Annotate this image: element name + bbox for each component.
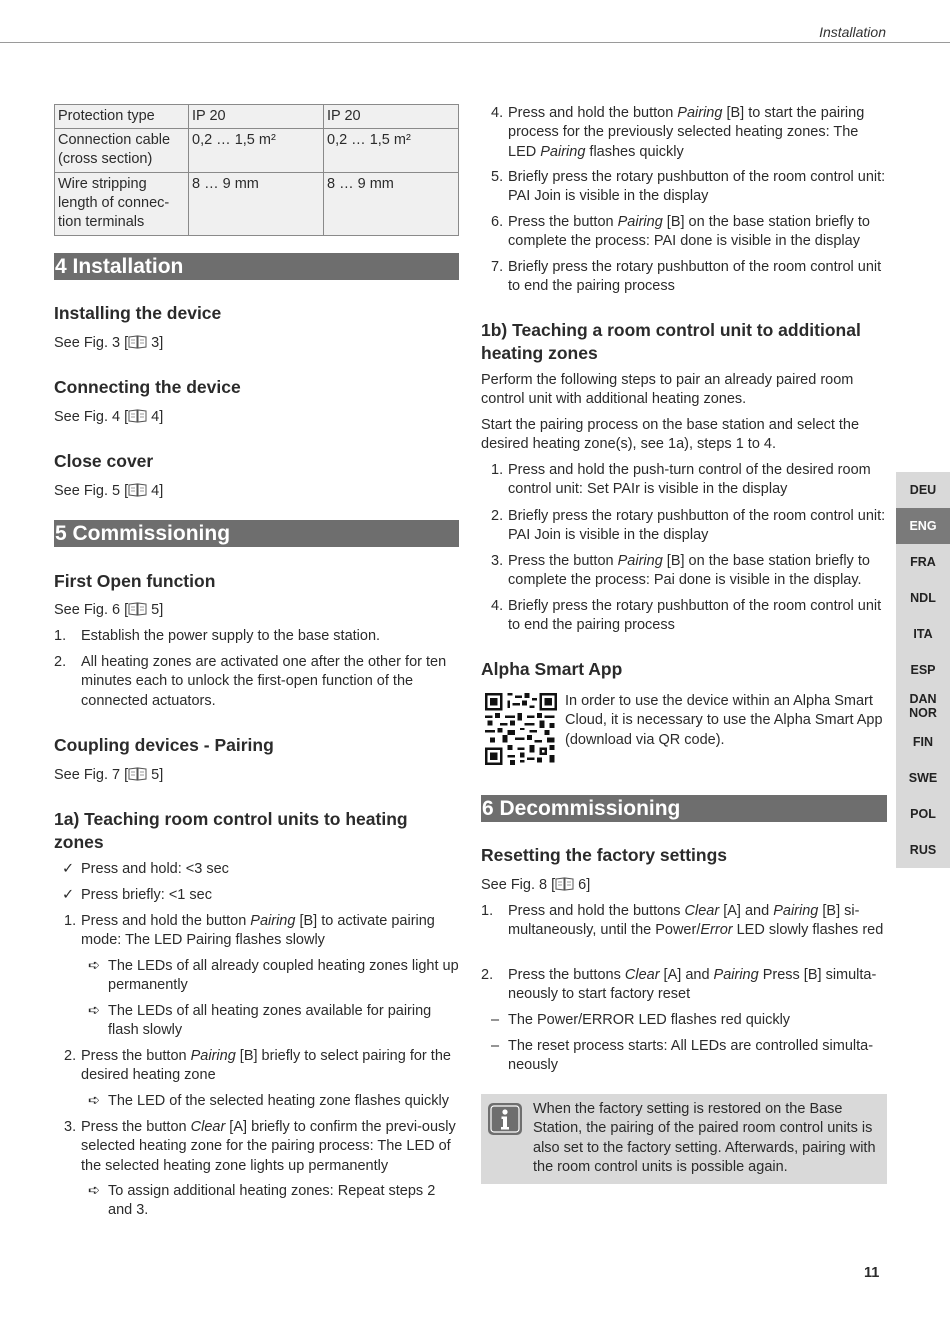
book-icon bbox=[128, 602, 147, 616]
reset-factory-title: Resetting the factory settings bbox=[481, 845, 728, 865]
list-number: 1. bbox=[54, 628, 67, 644]
table-row bbox=[55, 173, 459, 236]
list-number: 1. bbox=[64, 913, 77, 929]
text-run: [B] on the base station briefly to complete the process: PAI done is visible in the display bbox=[508, 214, 870, 250]
language-tab-swe[interactable]: SWE bbox=[896, 760, 950, 796]
teaching-1b-title: 1b) Teaching a room control unit to additional heating zones bbox=[481, 320, 861, 363]
figure-ref-text: See Fig. 4 [ bbox=[54, 409, 129, 425]
section-heading-installation: 4 Installation bbox=[54, 253, 459, 280]
page-number: 11 bbox=[864, 1265, 880, 1281]
list-text: The LED of the selected heating zone flashes quickly bbox=[108, 1093, 449, 1109]
coupling-title: Coupling devices - Pairing bbox=[54, 735, 274, 755]
language-tab-rus[interactable]: RUS bbox=[896, 832, 950, 868]
list-item bbox=[481, 1011, 887, 1030]
list-item bbox=[54, 1002, 459, 1041]
language-tab-fin[interactable]: FIN bbox=[896, 724, 950, 760]
book-icon bbox=[128, 409, 147, 423]
text-run-emphasis: Pairing bbox=[250, 913, 296, 929]
list-item bbox=[54, 1047, 459, 1086]
language-tab-esp[interactable]: ESP bbox=[896, 652, 950, 688]
list-text: The Power/ERROR LED flashes red quickly bbox=[508, 1012, 791, 1028]
list-item bbox=[54, 957, 459, 996]
list-item bbox=[54, 653, 459, 711]
list-item bbox=[481, 258, 887, 297]
list-item bbox=[481, 507, 887, 546]
list-number: 2. bbox=[64, 1048, 77, 1064]
list-item bbox=[54, 912, 459, 951]
checkmark-icon: ✓ bbox=[62, 861, 75, 877]
close-cover-title: Close cover bbox=[54, 451, 154, 471]
first-open-title: First Open function bbox=[54, 571, 216, 591]
book-icon bbox=[128, 483, 147, 497]
figure-ref-text: See Fig. 3 [ bbox=[54, 335, 129, 351]
running-title: Installation bbox=[819, 24, 886, 40]
list-item bbox=[481, 213, 887, 252]
list-text bbox=[54, 1118, 459, 1176]
text-run-emphasis: Clear bbox=[190, 1119, 226, 1135]
list-item bbox=[481, 966, 887, 1005]
list-text: Establish the power supply to the base station. bbox=[81, 628, 381, 644]
result-arrow-icon: ➪ bbox=[88, 958, 101, 974]
qr-code-icon[interactable] bbox=[485, 693, 557, 765]
text-run-emphasis: Pairing bbox=[677, 105, 723, 121]
result-arrow-icon: ➪ bbox=[88, 1183, 101, 1199]
info-icon bbox=[487, 1102, 523, 1136]
table-cell: 8 … 9 mm bbox=[189, 173, 324, 236]
text-run: [A] and bbox=[719, 903, 774, 919]
list-number: 1. bbox=[491, 462, 504, 478]
list-item bbox=[54, 860, 459, 879]
text-run-emphasis: Pairing bbox=[773, 903, 819, 919]
checkmark-icon: ✓ bbox=[62, 887, 75, 903]
section-heading-decommissioning: 6 Decommissioning bbox=[481, 795, 887, 822]
language-tab-dan-nor[interactable]: DAN NOR bbox=[896, 688, 950, 724]
text-run-emphasis: Clear bbox=[684, 903, 720, 919]
table-row bbox=[55, 129, 459, 173]
figure-ref-page: 5] bbox=[147, 602, 164, 618]
list-number: 1. bbox=[481, 903, 494, 919]
alpha-smart-app-title: Alpha Smart App bbox=[481, 659, 623, 679]
figure-ref-text: See Fig. 7 [ bbox=[54, 767, 129, 783]
book-icon bbox=[128, 335, 147, 349]
specs-table bbox=[54, 104, 459, 236]
figure-ref-text: See Fig. 6 [ bbox=[54, 602, 129, 618]
text-run-emphasis: Pairing bbox=[617, 214, 663, 230]
list-text: Press briefly: <1 sec bbox=[81, 887, 212, 903]
list-text: Briefly press the rotary pushbutton of the room control unit: PAI Join is visible in the display bbox=[508, 169, 886, 205]
list-text: Press and hold: <3 sec bbox=[81, 861, 229, 877]
text-run: Press the buttons bbox=[508, 967, 625, 983]
text-run: [A] briefly to confirm the previ-ously selected heating zone for the pairing process: The LED of the selected heating zone lights up permanently bbox=[81, 1119, 456, 1174]
figure-ref-page: 4] bbox=[147, 409, 164, 425]
text-run: LED slowly flashes red bbox=[732, 922, 884, 939]
text-run: Press the button bbox=[81, 1048, 191, 1064]
list-item bbox=[54, 886, 459, 905]
result-arrow-icon: ➪ bbox=[88, 1093, 101, 1109]
result-arrow-icon: ➪ bbox=[88, 1003, 101, 1019]
text-run: Press [B] simulta-neously to start factory reset bbox=[508, 967, 877, 1003]
list-text bbox=[54, 1047, 459, 1086]
text-run: [A] and bbox=[659, 967, 714, 983]
list-number: 3. bbox=[64, 1119, 77, 1135]
text-run: Press the button bbox=[508, 553, 618, 569]
figure-ref-text: See Fig. 8 [ bbox=[481, 877, 556, 893]
section-heading-commissioning: 5 Commissioning bbox=[54, 520, 459, 547]
text-run: Press the button bbox=[508, 214, 618, 230]
list-item bbox=[481, 461, 887, 500]
list-number: 2. bbox=[481, 967, 494, 983]
text-run: [B] to start the pairing process for the previously selected heating zones: The LED bbox=[508, 105, 865, 160]
language-tabs bbox=[896, 472, 950, 868]
list-text: Briefly press the rotary pushbutton of the room control unit to end the pairing process bbox=[508, 259, 882, 295]
list-text: Briefly press the rotary pushbutton of the room control unit: PAI Join is visible in the display bbox=[508, 508, 886, 544]
list-item bbox=[481, 168, 887, 207]
figure-ref-page: 4] bbox=[147, 483, 164, 499]
dash-marker: – bbox=[491, 1012, 500, 1028]
list-text bbox=[54, 912, 459, 951]
list-number: 3. bbox=[491, 553, 504, 569]
list-number: 2. bbox=[54, 654, 67, 670]
figure-reference bbox=[54, 334, 459, 353]
dash-marker: – bbox=[491, 1038, 500, 1054]
list-number: 2. bbox=[491, 508, 504, 524]
list-text: Press and hold the push-turn control of the desired room control unit: Set PAIr is visible in the display bbox=[508, 462, 871, 498]
text-run: flashes quickly bbox=[585, 143, 684, 160]
teaching-1a-title: 1a) Teaching room control units to heating zones bbox=[54, 809, 408, 852]
figure-reference bbox=[481, 876, 887, 895]
text-run-emphasis: Clear bbox=[624, 967, 660, 983]
list-text bbox=[481, 552, 887, 591]
list-item bbox=[54, 627, 459, 646]
list-number: 5. bbox=[491, 169, 504, 185]
list-item bbox=[481, 597, 887, 636]
intro-paragraph: Start the pairing process on the base station and select the desired heating zone(s), see 1a), steps 1 to 4. bbox=[481, 417, 860, 453]
text-run: [B] to activate pairing mode: The LED Pairing flashes slowly bbox=[81, 913, 435, 949]
text-run-emphasis: Error bbox=[700, 922, 733, 939]
list-text bbox=[481, 213, 887, 252]
list-number: 7. bbox=[491, 259, 504, 275]
language-tab-deu[interactable]: DEU bbox=[896, 472, 950, 508]
intro-paragraph: Perform the following steps to pair an already paired room control unit with additional heating zones. bbox=[481, 372, 854, 408]
list-number: 4. bbox=[491, 598, 504, 614]
list-text bbox=[481, 104, 887, 162]
figure-reference bbox=[54, 408, 459, 427]
figure-reference bbox=[54, 482, 459, 501]
list-text: The LEDs of all already coupled heating zones light up permanently bbox=[108, 958, 459, 994]
list-text: The reset process starts: All LEDs are controlled simulta-neously bbox=[508, 1038, 874, 1074]
language-tab-ndl[interactable]: NDL bbox=[896, 580, 950, 616]
figure-reference bbox=[54, 601, 459, 620]
table-cell: 0,2 … 1,5 m² bbox=[189, 129, 324, 173]
table-cell: IP 20 bbox=[324, 105, 459, 129]
text-run: Press and hold the button bbox=[81, 913, 251, 929]
table-cell: Protection type bbox=[55, 105, 189, 129]
book-icon bbox=[128, 767, 147, 781]
figure-ref-text: See Fig. 5 [ bbox=[54, 483, 129, 499]
notice-text: When the factory setting is restored on the Base Station, the pairing of the paired room control units is also set to the factory setting. Afterwards, pairing with the room control units is possible again. bbox=[533, 1101, 876, 1175]
app-description: In order to use the device within an Alpha Smart Cloud, it is necessary to use the Alpha Smart App (download via QR code). bbox=[565, 693, 883, 748]
figure-reference bbox=[54, 766, 459, 785]
language-tab-fra[interactable]: FRA bbox=[896, 544, 950, 580]
list-text bbox=[481, 966, 887, 1005]
text-run: Press and hold the button bbox=[508, 105, 678, 121]
list-text: The LEDs of all heating zones available for pairing flash slowly bbox=[108, 1003, 432, 1039]
list-text: Briefly press the rotary pushbutton of the room control unit to end the pairing process bbox=[508, 598, 882, 634]
table-cell: 8 … 9 mm bbox=[324, 173, 459, 236]
list-item bbox=[54, 1118, 459, 1176]
text-run-emphasis: Pairing bbox=[540, 143, 586, 160]
text-run-emphasis: Pairing bbox=[713, 967, 759, 983]
info-notice bbox=[481, 1094, 887, 1184]
text-run: Press the button bbox=[81, 1119, 191, 1135]
installing-device-title: Installing the device bbox=[54, 303, 222, 323]
text-run: Press and hold the buttons bbox=[508, 903, 685, 919]
table-cell: IP 20 bbox=[189, 105, 324, 129]
list-item bbox=[481, 1037, 887, 1076]
text-run: [B] si-multaneously, until the Power/ bbox=[508, 903, 860, 939]
table-cell: Wire stripping length of connec- tion terminals bbox=[55, 173, 189, 236]
table-cell: 0,2 … 1,5 m² bbox=[324, 129, 459, 173]
list-item bbox=[54, 1182, 459, 1221]
figure-ref-page: 6] bbox=[574, 877, 591, 893]
language-tab-pol[interactable]: POL bbox=[896, 796, 950, 832]
list-item bbox=[481, 552, 887, 591]
figure-ref-page: 3] bbox=[147, 335, 164, 351]
figure-ref-page: 5] bbox=[147, 767, 164, 783]
language-tab-eng[interactable]: ENG bbox=[896, 508, 950, 544]
list-number: 4. bbox=[491, 105, 504, 121]
page-header bbox=[0, 0, 950, 43]
book-icon bbox=[555, 877, 574, 891]
table-cell: Connection cable (cross section) bbox=[55, 129, 189, 173]
list-text bbox=[481, 902, 887, 941]
text-run: [B] briefly to select pairing for the desired heating zone bbox=[81, 1048, 451, 1084]
list-number: 6. bbox=[491, 214, 504, 230]
list-item bbox=[481, 902, 887, 941]
list-text: To assign additional heating zones: Repeat steps 2 and 3. bbox=[108, 1183, 436, 1219]
table-row bbox=[55, 105, 459, 129]
language-tab-ita[interactable]: ITA bbox=[896, 616, 950, 652]
text-run: [B] on the base station briefly to complete the process: Pai done is visible in the display. bbox=[508, 553, 870, 589]
list-item bbox=[481, 104, 887, 162]
specs-table-wrap bbox=[54, 104, 459, 236]
list-text: All heating zones are activated one after the other for ten minutes each to unlock the first-open function of the connected actuators. bbox=[81, 654, 447, 709]
connecting-device-title: Connecting the device bbox=[54, 377, 241, 397]
list-item bbox=[54, 1092, 459, 1111]
text-run-emphasis: Pairing bbox=[617, 553, 663, 569]
text-run-emphasis: Pairing bbox=[190, 1048, 236, 1064]
